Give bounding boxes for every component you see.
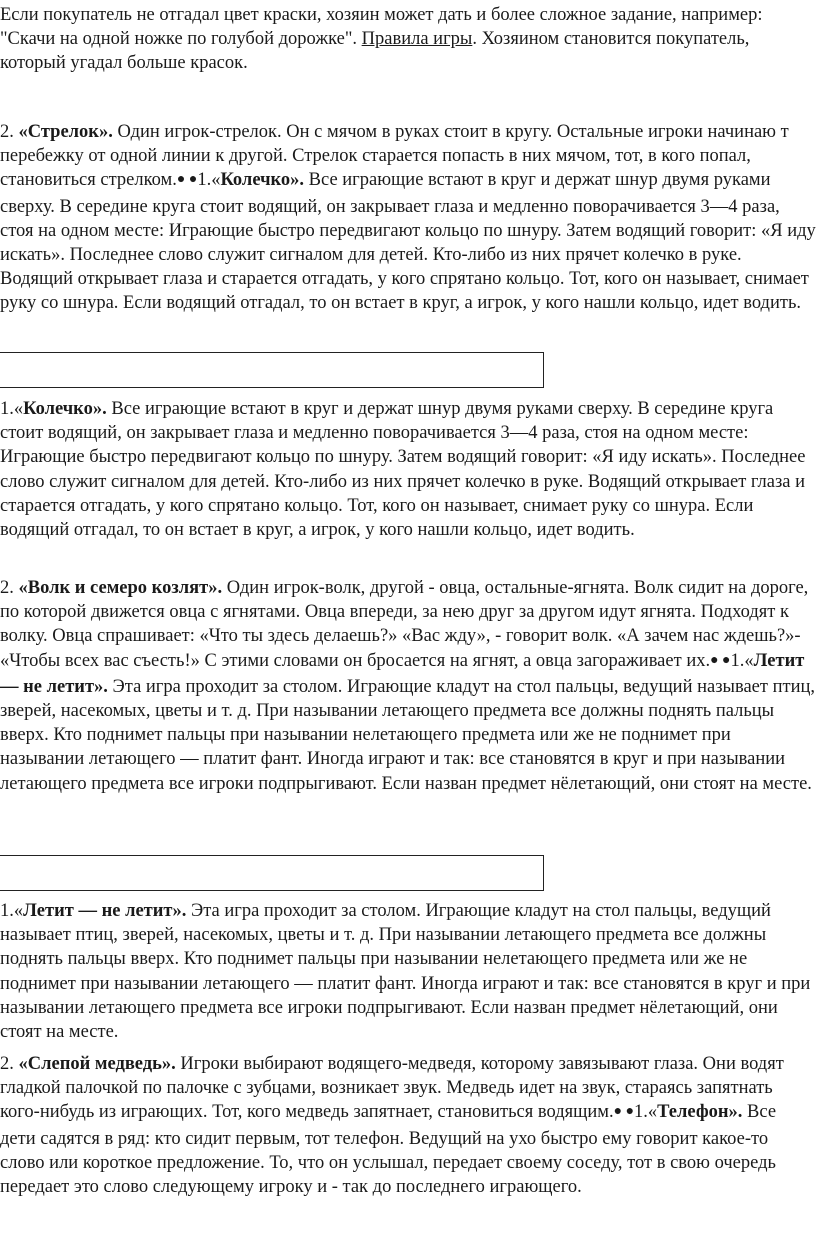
game-title-kolechko: Колечко». — [220, 170, 305, 191]
game-title-letit: Летит — не летит». — [0, 650, 805, 697]
item-number: 2. — [0, 1054, 19, 1074]
game-title-volk: «Волк и семеро козлят». — [18, 578, 223, 598]
intro-text-b: . Хозяином становится покупатель, который угадал больше красок. — [0, 29, 750, 74]
intro-paragraph — [0, 3, 816, 76]
game-title-medved: «Слепой медведь». — [18, 1054, 176, 1074]
game-text-kolechko: Все играющие встают в круг и держат шнур двумя руками сверху. В середине круга стоит водящий, он закрывает глаза и медленно поворачивается 3—4 раза, стоя на одном месте: Играющие быстро передвигают кольцо по шнуру. Затем водящий говорит: «Я иду искать». Последнее слово служит сигналом для детей. Кто-либо из них прячет колечко в руке. Водящий открывает глаза и старается отгадать, у кого спрятано кольцо. Тот, кого он называет, снимает руку со шнура. Если водящий отгадал, то он встает в круг, а игрок, у кого нашли кольцо, идет водить. — [0, 170, 816, 314]
game-title-kolechko: Колечко». — [23, 399, 107, 419]
game-text-telefon: Все дети садятся в ряд: кто сидит первым, тот телефон. Ведущий на ухо быстро ему говорит какое-то слово или короткое предложение. То, что он услышал, передает своему соседу, тот в свою очередь передает это слово следующему игроку и - так до последнего играющего. — [0, 1102, 777, 1198]
item-number: 2. — [0, 578, 19, 598]
game-text-letit: Эта игра проходит за столом. Играющие кладут на стол пальцы, ведущий называет птиц, зверей, насекомых, цветы и т. д. При назывании летающего предмета все должны поднять пальцы вверх. Кто поднимет пальцы при назывании нелетающего предмета или же не поднимет при назывании летающего — платит фант. Иногда играют и так: все становятся в круг и при назывании летающего предмета все игроки подпрыгивают. Если назван предмет нëлетающий, они стоят на месте. — [0, 676, 815, 794]
bullet-icons: ● ● — [710, 652, 731, 668]
bullet-icons: ● ● — [613, 1104, 635, 1120]
game-title-telefon: Телефон». — [657, 1102, 743, 1123]
game-title-strelok: «Стрелок». — [18, 122, 113, 142]
empty-text-box — [0, 352, 544, 388]
volk-paragraph — [0, 576, 816, 796]
game-title-letit: Летит — не летит». — [23, 901, 187, 921]
medved-paragraph — [0, 1052, 816, 1199]
item-number: 1.« — [0, 901, 24, 921]
game-text-letit: Эта игра проходит за столом. Играющие кладут на стол пальцы, ведущий называет птиц, зверей, насекомых, цветы и т. д. При назывании летающего предмета все должны поднять пальцы вверх. Кто поднимет пальцы при назывании нелетающего предмета или же не поднимет при назывании летающего — платит фант. Иногда играют и так: все становятся в круг и при назывании летающего предмета все игроки подпрыгивают. Если назван предмет нëлетающий, они стоят на месте. — [0, 901, 811, 1043]
item-number: 1.« — [730, 650, 754, 671]
game-text-medved: Игроки выбирают водящего-медведя, которому завязывают глаза. Они водят гладкой палочкой по палочке с зубцами, возникает звук. Медведь идет на звук, стараясь запятнать кого-нибудь из играющих. Тот, кого медведь запятнает, становиться водящим. — [0, 1054, 784, 1123]
rules-link[interactable]: Правила игры — [361, 29, 473, 50]
letit-paragraph — [0, 899, 816, 1044]
item-number: 1.« — [634, 1102, 658, 1123]
bullet-icons: ● ● — [176, 172, 198, 188]
item-number: 2. — [0, 122, 19, 142]
game-text-strelok: Один игрок-стрелок. Он с мячом в руках стоит в кругу. Остальные игроки начинаю т перебежку от одной линии к другой. Стрелок старается попасть в них мячом, тот, в кого попал, становиться стрелком. — [0, 122, 789, 191]
intro-text-a: Если покупатель не отгадал цвет краски, хозяин может дать и более сложное задание, например: "Скачи на одной ножке по голубой дорожке". — [0, 5, 763, 50]
game-text-volk: Один игрок-волк, другой - овца, остальные-ягнята. Волк сидит на дороге, по которой движется овца с ягнятами. Овца впереди, за нею друг за другом идут ягнята. Подходят к волку. Овца спрашивает: «Что ты здесь делаешь?» «Вас жду», - говорит волк. «А зачем нас ждешь?»- «Чтобы всех вас съесть!» С этими словами он бросается на ягнят, а овца загораживает их. — [0, 578, 809, 671]
kolechko-paragraph — [0, 397, 816, 542]
strelok-paragraph — [0, 120, 816, 316]
item-number: 1.« — [0, 399, 24, 419]
game-text-kolechko: Все играющие встают в круг и держат шнур двумя руками сверху. В середине круга стоит водящий, он закрывает глаза и медленно поворачивается 3—4 раза, стоя на одном месте: Играющие быстро передвигают кольцо по шнуру. Затем водящий говорит: «Я иду искать». Последнее слово служит сигналом для детей. Кто-либо из них прячет колечко в руке. Водящий открывает глаза и старается отгадать, у кого спрятано кольцо. Тот, кого он называет, снимает руку со шнура. Если водящий отгадал, то он встает в круг, а игрок, у кого нашли кольцо, идет водить. — [0, 399, 806, 541]
item-number: 1.« — [197, 170, 221, 191]
empty-text-box — [0, 855, 544, 891]
